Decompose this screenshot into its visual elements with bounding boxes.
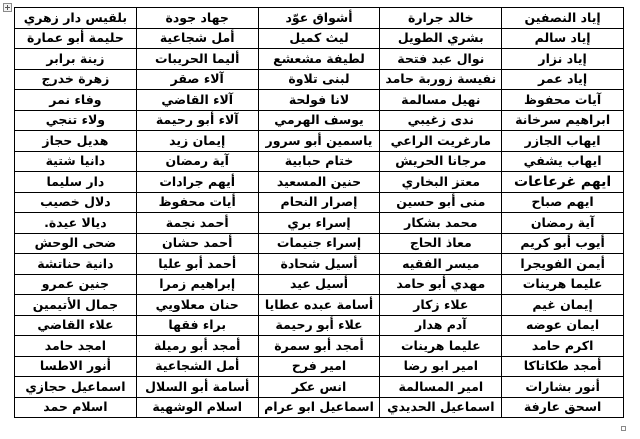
table-cell: علاء أبو رحيمة <box>258 315 380 336</box>
table-cell: حنين المسعيد <box>258 172 380 193</box>
table-cell: ايهم صباح <box>502 192 624 213</box>
table-cell: إسراء بري <box>258 213 380 234</box>
table-cell: إيمان زيد <box>136 131 258 152</box>
table-row <box>15 172 624 193</box>
table-row <box>15 356 624 377</box>
table-cell: آلاء صقر <box>136 69 258 90</box>
table-cell: آية رمضان <box>502 213 624 234</box>
table-row <box>15 295 624 316</box>
table-cell: محمد بشكار <box>380 213 502 234</box>
table-cell: إياد نزار <box>502 49 624 70</box>
table-cell: أمل شجاعية <box>136 28 258 49</box>
names-table-body <box>15 8 624 418</box>
table-cell: اسماعيل الحديدي <box>380 397 502 418</box>
table-cell: امجد حامد <box>15 336 137 357</box>
table-cell: أمجد أبو سمرة <box>258 336 380 357</box>
table-cell: براء فقها <box>136 315 258 336</box>
table-cell: اسحق عارفة <box>502 397 624 418</box>
table-cell: عليما هرينات <box>502 274 624 295</box>
table-cell: مارغريت الراعي <box>380 131 502 152</box>
table-row <box>15 28 624 49</box>
table-row <box>15 233 624 254</box>
table-cell: لطيفة مشعشع <box>258 49 380 70</box>
table-cell: زينة برابر <box>15 49 137 70</box>
table-cell: أسامة أبو السلال <box>136 377 258 398</box>
table-cell: زهرة خدرج <box>15 69 137 90</box>
table-cell: اسماعيل ابو عرام <box>258 397 380 418</box>
table-row <box>15 377 624 398</box>
table-row <box>15 69 624 90</box>
table-cell: بلقيس دار زهري <box>15 8 137 29</box>
table-row <box>15 254 624 275</box>
table-cell: آلاء أبو رحيمة <box>136 110 258 131</box>
table-cell: جنين عمرو <box>15 274 137 295</box>
table-cell: هديل حجاز <box>15 131 137 152</box>
table-row <box>15 274 624 295</box>
table-cell: علاء زكار <box>380 295 502 316</box>
table-cell: ايمان عوضه <box>502 315 624 336</box>
table-cell: جهاد جودة <box>136 8 258 29</box>
table-cell: إياد النصفين <box>502 8 624 29</box>
table-cell: أسامة عبده عطايا <box>258 295 380 316</box>
table-cell: أليما الحريبات <box>136 49 258 70</box>
table-cell: أيهم جرادات <box>136 172 258 193</box>
table-cell: ليث كميل <box>258 28 380 49</box>
table-cell: نهيل مسالمة <box>380 90 502 111</box>
table-cell: أنور الاطسا <box>15 356 137 377</box>
table-cell: لانا فولحة <box>258 90 380 111</box>
table-cell: جمال الأتيمين <box>15 295 137 316</box>
table-cell: انس عكر <box>258 377 380 398</box>
table-cell: آلاء القاضي <box>136 90 258 111</box>
table-cell: مهدي أبو حامد <box>380 274 502 295</box>
table-cell: اسلام حمد <box>15 397 137 418</box>
table-cell: بشري الطويل <box>380 28 502 49</box>
table-cell: نوال عبد فتحة <box>380 49 502 70</box>
table-cell: أشواق عوّد <box>258 8 380 29</box>
table-cell: إبراهيم زمرا <box>136 274 258 295</box>
table-cell: اكرم حامد <box>502 336 624 357</box>
table-cell: ميسر الفقيه <box>380 254 502 275</box>
table-cell: إصرار النحام <box>258 192 380 213</box>
table-cell: معتز البخاري <box>380 172 502 193</box>
table-row <box>15 110 624 131</box>
table-cell: أسيل عيد <box>258 274 380 295</box>
table-row <box>15 8 624 29</box>
table-cell: إيمان غيم <box>502 295 624 316</box>
table-cell: أنور بشارات <box>502 377 624 398</box>
table-cell: آية رمضان <box>136 151 258 172</box>
table-cell: مرجانا الحريش <box>380 151 502 172</box>
table-cell: علاء القاضي <box>15 315 137 336</box>
table-cell: اسلام الوشهية <box>136 397 258 418</box>
table-cell: إياد عمر <box>502 69 624 90</box>
table-cell: اسماعيل حجازي <box>15 377 137 398</box>
names-table <box>14 7 624 418</box>
table-cell: ضحى الوحش <box>15 233 137 254</box>
table-row <box>15 213 624 234</box>
table-cell: امير ابو رضا <box>380 356 502 377</box>
table-cell: أحمد حشان <box>136 233 258 254</box>
table-cell: ياسمين أبو سرور <box>258 131 380 152</box>
table-cell: آيات محفوظ <box>502 90 624 111</box>
table-cell: ديالا عيدة. <box>15 213 137 234</box>
table-cell: أيوب أبو كريم <box>502 233 624 254</box>
table-resize-handle-icon[interactable] <box>621 426 626 431</box>
table-row <box>15 397 624 418</box>
table-move-handle-icon[interactable] <box>3 3 12 12</box>
table-cell: دلال خصيب <box>15 192 137 213</box>
table-row <box>15 336 624 357</box>
table-cell: أمجد أبو رميلة <box>136 336 258 357</box>
table-row <box>15 151 624 172</box>
table-cell: ابراهيم سرخانة <box>502 110 624 131</box>
table-cell: معاذ الحاج <box>380 233 502 254</box>
table-cell: إسراء جنيمات <box>258 233 380 254</box>
table-cell: امير المسالمة <box>380 377 502 398</box>
table-cell: ولاء تنجي <box>15 110 137 131</box>
table-cell: امير فرح <box>258 356 380 377</box>
table-cell: أمل الشجاعية <box>136 356 258 377</box>
table-cell: أسيل شحادة <box>258 254 380 275</box>
table-cell: ختام حبابية <box>258 151 380 172</box>
table-cell: وفاء نمر <box>15 90 137 111</box>
table-row <box>15 131 624 152</box>
table-cell: أحمد نجمة <box>136 213 258 234</box>
table-cell: ايهاب يشفي <box>502 151 624 172</box>
table-cell: دانيا شتية <box>15 151 137 172</box>
table-cell: لبنى تلاوة <box>258 69 380 90</box>
table-cell: نفيسة زوربة حامد <box>380 69 502 90</box>
table-row <box>15 90 624 111</box>
table-row <box>15 49 624 70</box>
table-cell: أيمن الفويجرا <box>502 254 624 275</box>
table-cell: آدم هدار <box>380 315 502 336</box>
table-cell: يوسف الهرمي <box>258 110 380 131</box>
table-cell: أحمد أبو عليا <box>136 254 258 275</box>
table-row <box>15 192 624 213</box>
table-cell: عليما هرينات <box>380 336 502 357</box>
table-cell: خالد جرارة <box>380 8 502 29</box>
table-cell: ايهم غرعاعات <box>502 172 624 193</box>
table-cell: ايهاب الجازر <box>502 131 624 152</box>
table-cell: حنان معلاويي <box>136 295 258 316</box>
table-cell: حليمة أبو عمارة <box>15 28 137 49</box>
table-cell: أيات محفوظ <box>136 192 258 213</box>
table-cell: أمجد طكاتاكا <box>502 356 624 377</box>
table-cell: منى أبو حسين <box>380 192 502 213</box>
table-cell: ندى زغيبي <box>380 110 502 131</box>
table-cell: دار سليما <box>15 172 137 193</box>
table-cell: إياد سالم <box>502 28 624 49</box>
table-row <box>15 315 624 336</box>
table-cell: دانية حناتشة <box>15 254 137 275</box>
